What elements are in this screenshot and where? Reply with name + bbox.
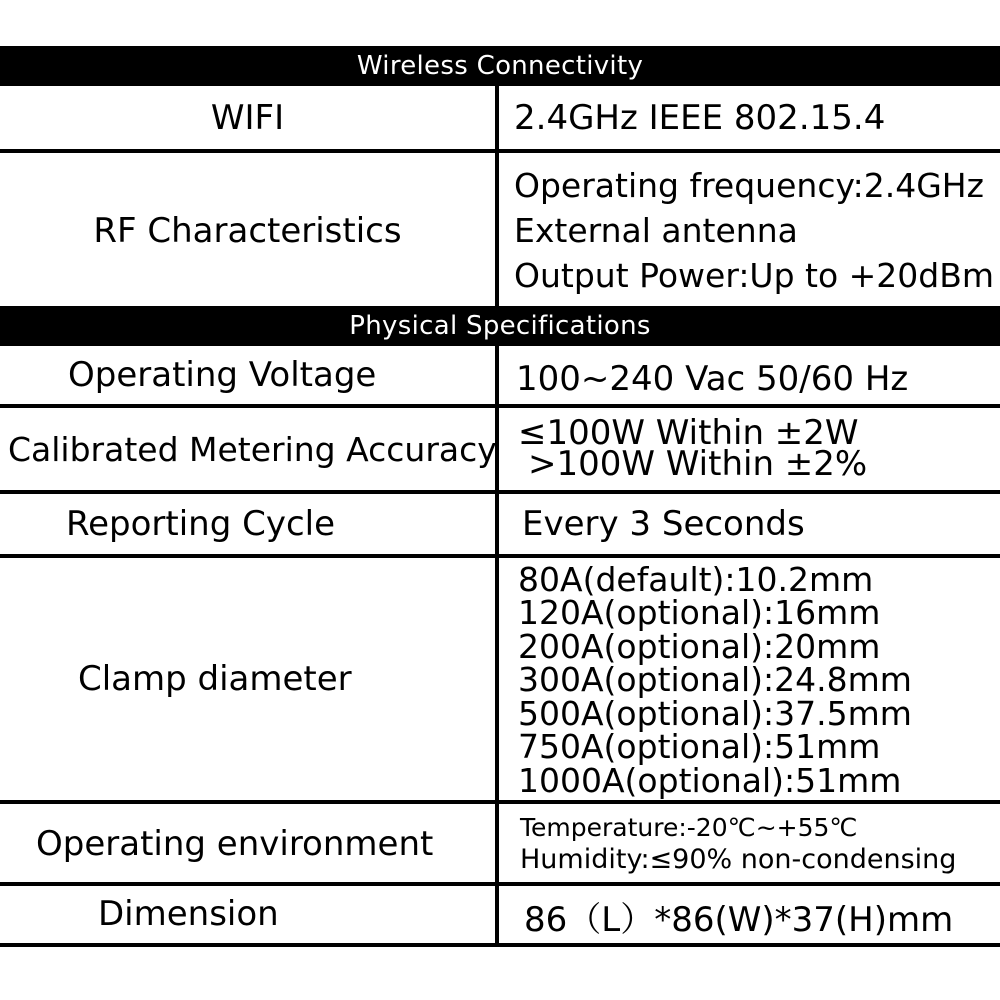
section-header-wireless [0,46,1000,86]
wifi-label: WIFI [210,98,285,138]
clamp-label: Clamp diameter [78,659,352,699]
row-label-wifi [0,86,495,150]
voltage-value: 100~240 Vac 50/60 Hz [516,359,909,399]
accuracy-line-high: >100W Within ±2% [528,444,868,484]
clamp-line-200a: 200A(optional):20mm [518,626,881,666]
row-value-rf [514,153,1000,308]
voltage-label: Operating Voltage [68,355,377,395]
clamp-line-1000a: 1000A(optional):51mm [518,760,902,800]
row-label-dimension [0,886,495,942]
clamp-line-120a: 120A(optional):16mm [518,593,881,633]
row-label-clamp [0,558,495,800]
clamp-line-80a: 80A(default):10.2mm [518,559,874,599]
reporting-label: Reporting Cycle [66,504,336,544]
table-bottom-border [0,943,1000,947]
accuracy-label: Calibrated Metering Accuracy [8,429,497,469]
row-label-accuracy [0,408,495,490]
section-header-physical [0,306,1000,346]
row-value-wifi [514,86,1000,150]
clamp-line-300a: 300A(optional):24.8mm [518,660,912,700]
reporting-value: Every 3 Seconds [522,504,805,544]
row-label-rf [0,153,495,308]
rf-line-frequency: Operating frequency:2.4GHz [514,166,984,205]
row-value-reporting [522,494,1000,554]
section-title-physical: Physical Specifications [349,311,651,341]
environment-label: Operating environment [36,824,434,864]
environment-line-humidity: Humidity:≤90% non-condensing [520,844,957,875]
row-value-environment [520,806,1000,882]
rf-line-antenna: External antenna [514,211,798,250]
row-label-voltage [0,346,495,404]
rf-line-power: Output Power:Up to +20dBm [514,256,995,295]
row-label-reporting [0,494,495,554]
dimension-label: Dimension [98,894,279,934]
environment-line-temperature: Temperature:-20℃~+55℃ [520,813,858,842]
row-value-accuracy [518,408,1000,490]
clamp-line-500a: 500A(optional):37.5mm [518,693,912,733]
wifi-value: 2.4GHz IEEE 802.15.4 [514,98,886,138]
rf-label: RF Characteristics [93,210,402,251]
row-value-clamp [518,559,1000,800]
row-label-environment [0,804,495,884]
dimension-value: 86（L）*86(W)*37(H)mm [524,899,954,940]
clamp-line-750a: 750A(optional):51mm [518,727,881,767]
accuracy-line-low: ≤100W Within ±2W [518,413,859,453]
column-divider [495,86,499,308]
row-value-dimension [524,888,1000,944]
row-value-voltage [516,350,1000,408]
section-title-wireless: Wireless Connectivity [356,51,644,81]
